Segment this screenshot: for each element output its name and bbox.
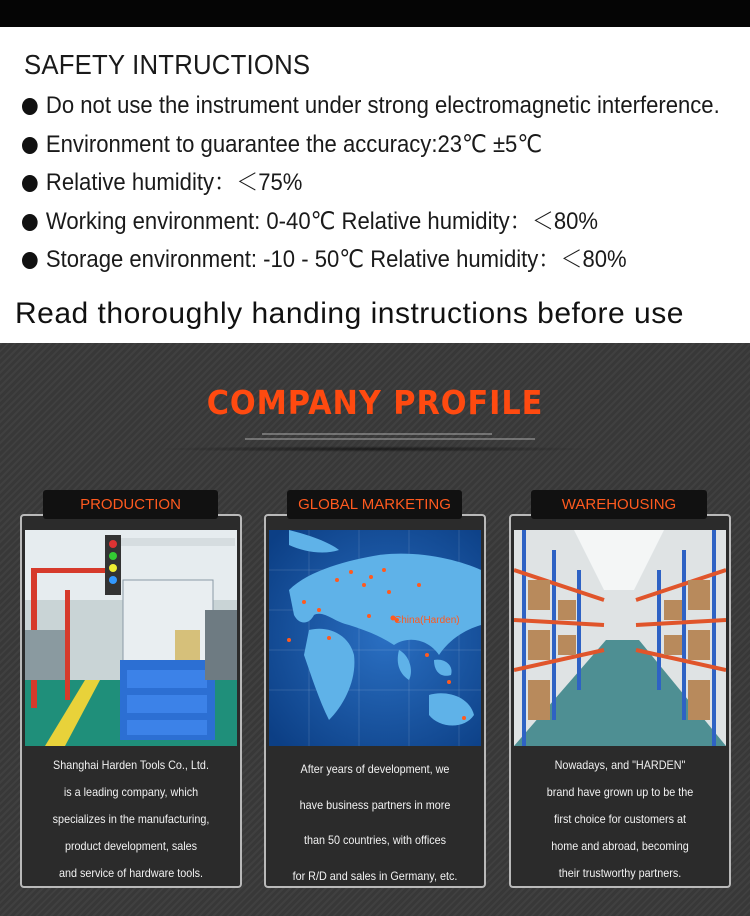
description-line: After years of development, we [300, 762, 450, 776]
warehousing-card [509, 514, 731, 888]
global-marketing-description [266, 752, 484, 894]
tab-warehousing: WAREHOUSING [531, 490, 707, 519]
warehouse-racks-photo [514, 530, 726, 746]
tab-production: PRODUCTION [43, 490, 218, 519]
description-line: is a leading company, which [63, 785, 199, 799]
description-line: Nowadays, and "HARDEN" [554, 758, 686, 772]
safety-bullet: Do not use the instrument under strong electromagnetic interference. [22, 87, 720, 126]
company-profile-section [0, 343, 750, 916]
company-profile-title: COMPANY PROFILE [206, 383, 544, 422]
production-card [20, 514, 242, 888]
bullet-dot-icon [22, 252, 38, 269]
decorative-fine-line [262, 433, 492, 435]
world-map [269, 530, 481, 746]
map-label: China(Harden) [394, 615, 460, 626]
factory-workstation-photo [25, 530, 237, 746]
bullet-dot-icon [22, 214, 38, 231]
description-line: Shanghai Harden Tools Co., Ltd. [53, 758, 209, 772]
warehousing-description [511, 752, 729, 887]
bullet-dot-icon [22, 137, 38, 154]
description-line: first choice for customers at [553, 812, 687, 826]
description-line: brand have grown up to be the [546, 785, 694, 799]
description-line: for R/D and sales in Germany, etc. [292, 868, 458, 883]
safety-bullet: Relative humidity：＜75% [22, 164, 720, 203]
production-description [22, 752, 240, 887]
description-line: and service of hardware tools. [58, 866, 204, 880]
description-line: their trustworthy partners. [558, 866, 682, 880]
safety-section [0, 27, 750, 343]
description-line: than 50 countries, with offices [303, 833, 447, 847]
safety-bullet: Storage environment: -10 - 50℃ Relative humidity：＜80% [22, 241, 720, 280]
tab-global-marketing: GLOBAL MARKETING [287, 490, 462, 519]
title-shadow [150, 446, 600, 452]
safety-bullet-list [22, 87, 750, 280]
bullet-dot-icon [22, 175, 38, 192]
read-instructions-note: Read thoroughly handing instructions before use [15, 297, 684, 330]
description-line: have business partners in more [299, 797, 451, 812]
global-marketing-card [264, 514, 486, 888]
description-line: product development, sales [64, 839, 198, 853]
top-black-bar [0, 0, 750, 27]
decorative-fine-line [245, 438, 535, 440]
safety-bullet: Environment to guarantee the accuracy:23℃ ±5℃ [22, 126, 720, 165]
safety-title: SAFETY INTRUCTIONS [24, 49, 311, 80]
description-line: specializes in the manufacturing, [52, 812, 210, 826]
description-line: home and abroad, becoming [551, 839, 689, 853]
safety-bullet: Working environment: 0-40℃ Relative humidity：＜80% [22, 203, 720, 242]
bullet-dot-icon [22, 98, 38, 115]
